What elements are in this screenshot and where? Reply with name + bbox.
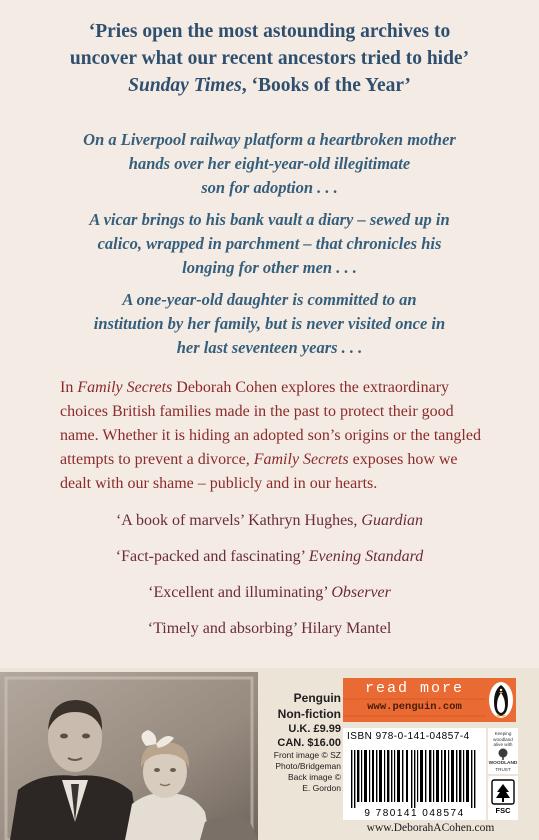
story-3-line-2: institution by her family, but is never visited once in	[93, 314, 446, 333]
barcode-bars	[349, 750, 480, 808]
review-3-source: Observer	[331, 584, 391, 601]
author-website[interactable]: www.DeborahACohen.com	[366, 822, 495, 834]
front-image-credit-2: Photo/Bridgeman	[275, 761, 341, 771]
story-3-line-1: A one-year-old daughter is committed to an	[122, 290, 417, 309]
family-photo	[0, 672, 258, 840]
read-more-url: www.penguin.com	[367, 701, 462, 713]
fsc-badge	[488, 776, 518, 820]
book-category: Non-fiction	[277, 707, 341, 721]
review-quote-4	[0, 618, 539, 640]
isbn-label: ISBN 978-0-141-04857-4	[347, 731, 470, 742]
back-image-credit-1: Back image ©	[287, 772, 341, 782]
woodland-trust-badge	[488, 728, 518, 774]
story-2-line-3: longing for other men . . .	[182, 258, 357, 277]
story-2-line-1: A vicar brings to his bank vault a diary – sewed up in	[89, 210, 450, 229]
story-1-line-2: hands over her eight-year-old illegitimate	[128, 154, 411, 173]
review-3-text: ‘Excellent and illuminating’	[148, 584, 328, 601]
headline-source-rest: , ‘Books of the Year’	[241, 75, 411, 96]
headline-source	[0, 72, 539, 99]
review-1-text: ‘A book of marvels’	[115, 512, 245, 529]
fsc-tree-icon	[491, 779, 515, 805]
publisher-credits	[261, 690, 341, 794]
blurb-prefix: In	[60, 379, 78, 396]
story-3	[0, 288, 539, 360]
review-1-author: Kathryn Hughes,	[244, 512, 362, 529]
barcode-digits: 9 780141 048574	[364, 808, 465, 819]
woodland-text: Keeping woodland alive with	[493, 731, 513, 747]
penguin-logo-icon	[486, 678, 516, 722]
blurb-paragraph	[60, 376, 490, 496]
story-3-line-3: her last seventeen years . . .	[176, 338, 363, 357]
headline-line-1: ‘Pries open the most astounding archives to	[88, 21, 451, 42]
story-2-line-2: calico, wrapped in parchment – that chronicles his	[97, 234, 442, 253]
review-1-source: Guardian	[361, 512, 424, 529]
woodland-sub: TRUST	[495, 766, 511, 772]
story-1	[0, 128, 539, 200]
read-more-banner	[343, 678, 486, 722]
family-photo-illustration	[0, 672, 258, 840]
publisher-name: Penguin	[293, 691, 341, 705]
front-image-credit-1: Front image © SZ	[273, 750, 341, 760]
blurb-middle: Deborah Cohen explores the extraordinary choices British families made in the past to protect their good name. Whether it is hiding an adopted son’s origins or the tangled attempts to prevent a divorce,	[60, 379, 481, 468]
blurb-title-2: Family Secrets	[253, 451, 349, 468]
review-2-source: Evening Standard	[308, 548, 424, 565]
blurb-title: Family Secrets	[77, 379, 173, 396]
back-image-credit-2: E. Gordon	[302, 783, 341, 793]
price-can: CAN. $16.00	[277, 737, 341, 749]
read-more-title: read more	[364, 680, 464, 697]
review-2-text: ‘Fact-packed and fascinating’	[115, 548, 305, 565]
woodland-name: WOODLAND	[488, 761, 518, 766]
review-quote-3	[0, 582, 539, 604]
headline-source-title: Sunday Times	[128, 75, 242, 96]
headline-line-2: uncover what our recent ancestors tried to hide’	[69, 48, 470, 69]
review-4-text: ‘Timely and absorbing’	[147, 620, 298, 637]
review-4-author: Hilary Mantel	[297, 620, 392, 637]
blurb-end: exposes how we dealt with our shame – publicly and in our hearts.	[60, 451, 458, 492]
review-quote-2	[0, 546, 539, 568]
fsc-label: FSC	[495, 806, 511, 815]
story-1-line-3: son for adoption . . .	[201, 178, 338, 197]
review-quote-1	[0, 510, 539, 532]
headline-quote	[0, 18, 539, 99]
price-uk: U.K. £9.99	[288, 723, 341, 735]
tree-icon	[496, 748, 510, 760]
penguin-icon	[486, 678, 516, 722]
story-2	[0, 208, 539, 280]
story-1-line-1: On a Liverpool railway platform a heartbroken mother	[83, 130, 456, 149]
barcode-box	[343, 728, 486, 820]
